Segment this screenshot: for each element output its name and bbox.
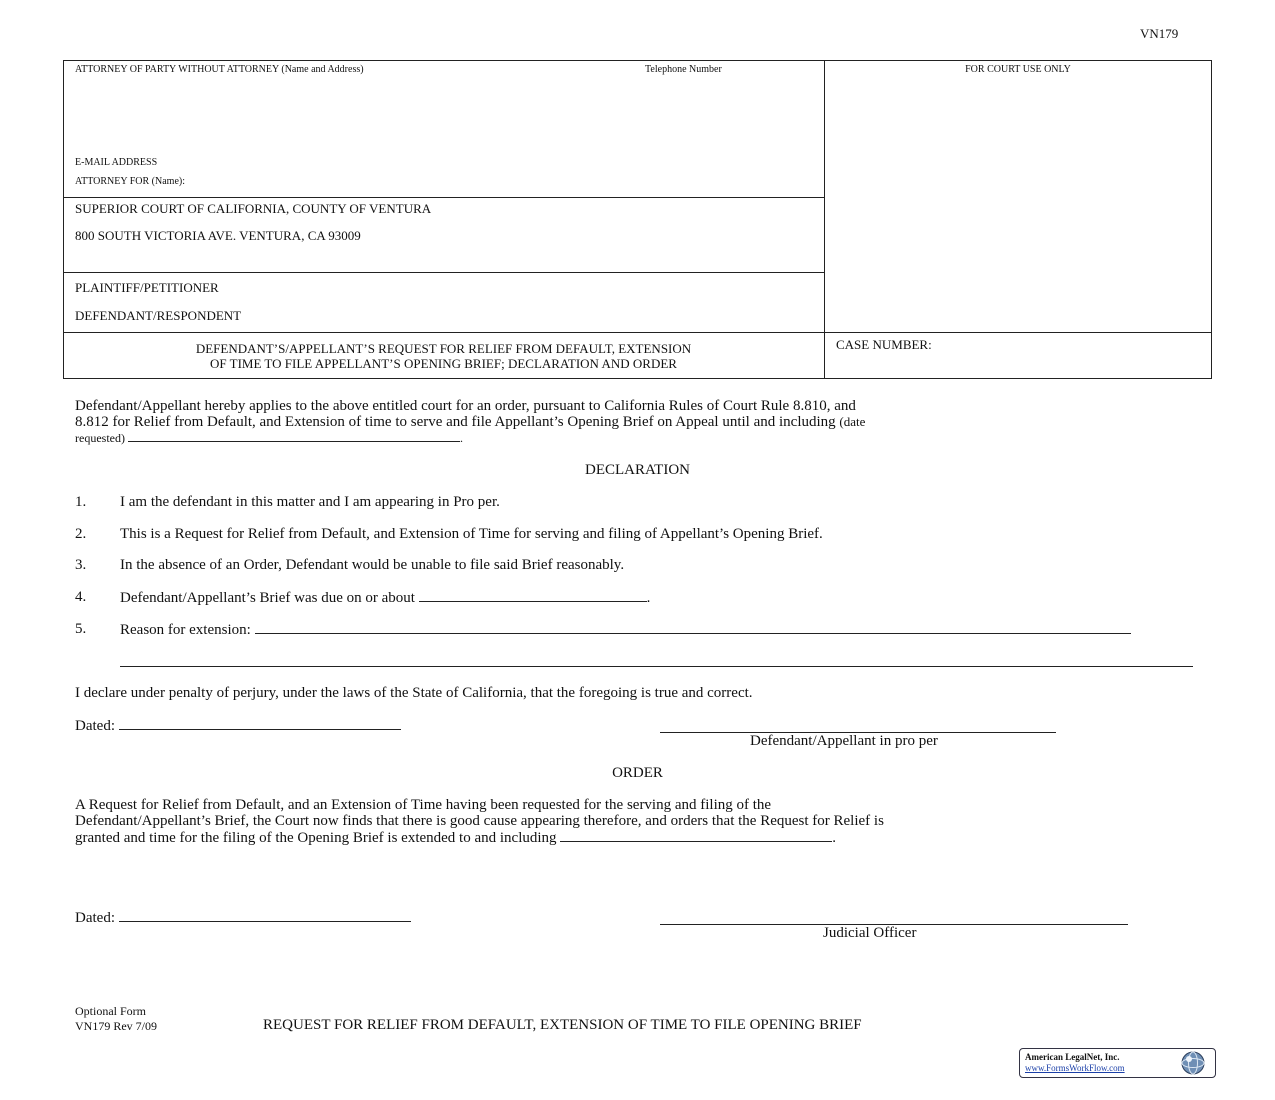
american-legalnet-logo[interactable]: American LegalNet, Inc. www.FormsWorkFlow.com (1019, 1048, 1216, 1078)
order-line2: Defendant/Appellant’s Brief, the Court now finds that there is good cause appearing therefore, and orders that the Request for Relief is (75, 813, 884, 829)
telephone-label: Telephone Number (645, 64, 722, 75)
form-revision: VN179 Rev 7/09 (75, 1019, 157, 1033)
declaration-dated: Dated: (75, 717, 401, 735)
intro-line3: requested) . (75, 431, 463, 445)
intro-line1: Defendant/Appellant hereby applies to the above entitled court for an order, pursuant to California Rules of Court Rule 8.810, and (75, 398, 856, 414)
globe-icon (1176, 1050, 1210, 1076)
court-use-label: FOR COURT USE ONLY (965, 64, 1071, 75)
form-title: DEFENDANT’S/APPELLANT’S REQUEST FOR RELIEF FROM DEFAULT, EXTENSION OF TIME TO FILE APPELLANT’S OPENING BRIEF; DECLARATION AND ORDER (195, 341, 692, 371)
case-number-label: CASE NUMBER: (836, 337, 932, 352)
extended-date-field[interactable] (560, 829, 832, 842)
attorney-label: ATTORNEY OF PARTY WITHOUT ATTORNEY (Name and Address) (75, 64, 364, 75)
form-code: VN179 (1140, 26, 1179, 41)
intro-line2: 8.812 for Relief from Default, and Extension of time to serve and file Appellant’s Opening Brief on Appeal until and including (date (75, 414, 866, 430)
declaration-heading: DECLARATION (585, 462, 690, 478)
perjury-statement: I declare under penalty of perjury, under the laws of the State of California, that the foregoing is true and correct. (75, 685, 753, 701)
footer-title: REQUEST FOR RELIEF FROM DEFAULT, EXTENSION OF TIME TO FILE OPENING BRIEF (263, 1017, 862, 1033)
due-date-field[interactable] (419, 589, 647, 602)
judicial-officer-label: Judicial Officer (823, 925, 917, 941)
reason-field-line2[interactable] (120, 666, 1193, 667)
order-dated: Dated: (75, 909, 411, 927)
court-address: 800 SOUTH VICTORIA AVE. VENTURA, CA 93009 (75, 228, 361, 243)
date-requested-field[interactable] (128, 431, 460, 442)
order-line1: A Request for Relief from Default, and an Extension of Time having been requested for the serving and filing of the (75, 797, 772, 813)
order-line3: granted and time for the filing of the Opening Brief is extended to and including . (75, 830, 837, 846)
order-date-field[interactable] (119, 909, 411, 922)
email-label: E-MAIL ADDRESS (75, 157, 158, 168)
order-heading: ORDER (612, 765, 663, 781)
appellant-signer-label: Defendant/Appellant in pro per (750, 733, 938, 749)
forms-workflow-link[interactable]: www.FormsWorkFlow.com (1025, 1063, 1125, 1073)
attorney-for-label: ATTORNEY FOR (Name): (75, 176, 185, 187)
optional-form-label: Optional Form (75, 1004, 146, 1018)
plaintiff-label: PLAINTIFF/PETITIONER (75, 280, 219, 295)
reason-field[interactable] (255, 621, 1131, 634)
defendant-label: DEFENDANT/RESPONDENT (75, 308, 242, 323)
declaration-date-field[interactable] (119, 717, 401, 730)
court-name: SUPERIOR COURT OF CALIFORNIA, COUNTY OF VENTURA (75, 201, 432, 216)
